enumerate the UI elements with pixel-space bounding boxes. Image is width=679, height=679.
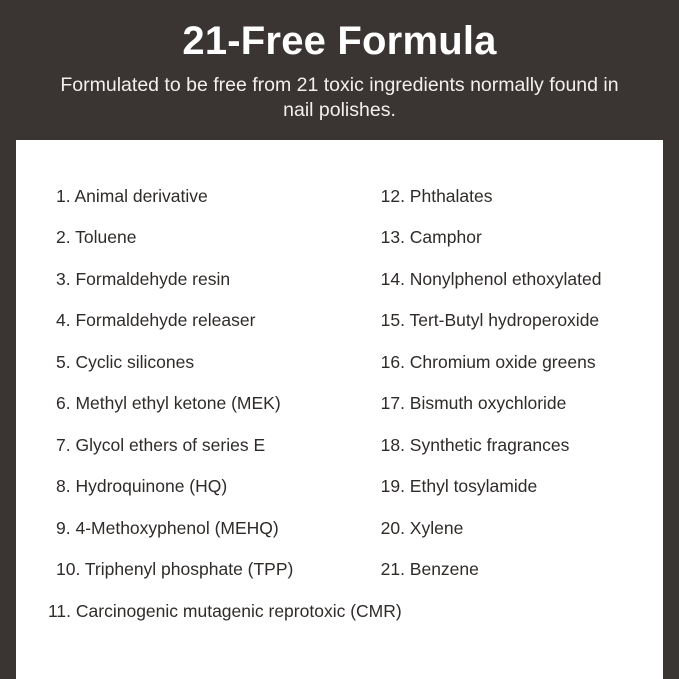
list-item: 5. Cyclic silicones	[56, 351, 195, 372]
ingredient-columns	[40, 186, 639, 601]
ingredient-column-right	[377, 186, 639, 601]
list-item: 12. Phthalates	[380, 185, 493, 206]
list-item: 14. Nonylphenol ethoxylated	[380, 268, 602, 289]
list-item: 20. Xylene	[380, 517, 464, 538]
list-item: 18. Synthetic fragrances	[380, 434, 570, 455]
list-item: 8. Hydroquinone (HQ)	[56, 476, 228, 497]
poster-header	[0, 0, 679, 123]
list-item: 15. Tert-Butyl hydroperoxide	[380, 310, 600, 331]
list-item: 2. Toluene	[56, 227, 137, 248]
list-item: 10. Triphenyl phosphate (TPP)	[56, 559, 294, 580]
list-item: 1. Animal derivative	[56, 185, 208, 206]
page-subtitle: Formulated to be free from 21 toxic ingredients normally found in nail polishes.	[60, 74, 619, 121]
list-item: 9. 4-Methoxyphenol (MEHQ)	[56, 517, 279, 538]
page-title: 21-Free Formula	[182, 19, 497, 63]
list-item: 17. Bismuth oxychloride	[380, 393, 567, 414]
list-item: 3. Formaldehyde resin	[56, 268, 231, 289]
list-item: 4. Formaldehyde releaser	[56, 310, 256, 331]
list-item: 7. Glycol ethers of series E	[56, 434, 266, 455]
list-item: 19. Ethyl tosylamide	[380, 476, 538, 497]
list-item: 13. Camphor	[380, 227, 482, 248]
list-item: 6. Methyl ethyl ketone (MEK)	[56, 393, 281, 414]
ingredient-column-left	[40, 186, 377, 601]
list-item-wide: 11. Carcinogenic mutagenic reprotoxic (CMR)	[48, 600, 402, 621]
ingredient-card	[16, 140, 663, 679]
list-item: 21. Benzene	[380, 559, 479, 580]
list-item: 16. Chromium oxide greens	[380, 351, 596, 372]
